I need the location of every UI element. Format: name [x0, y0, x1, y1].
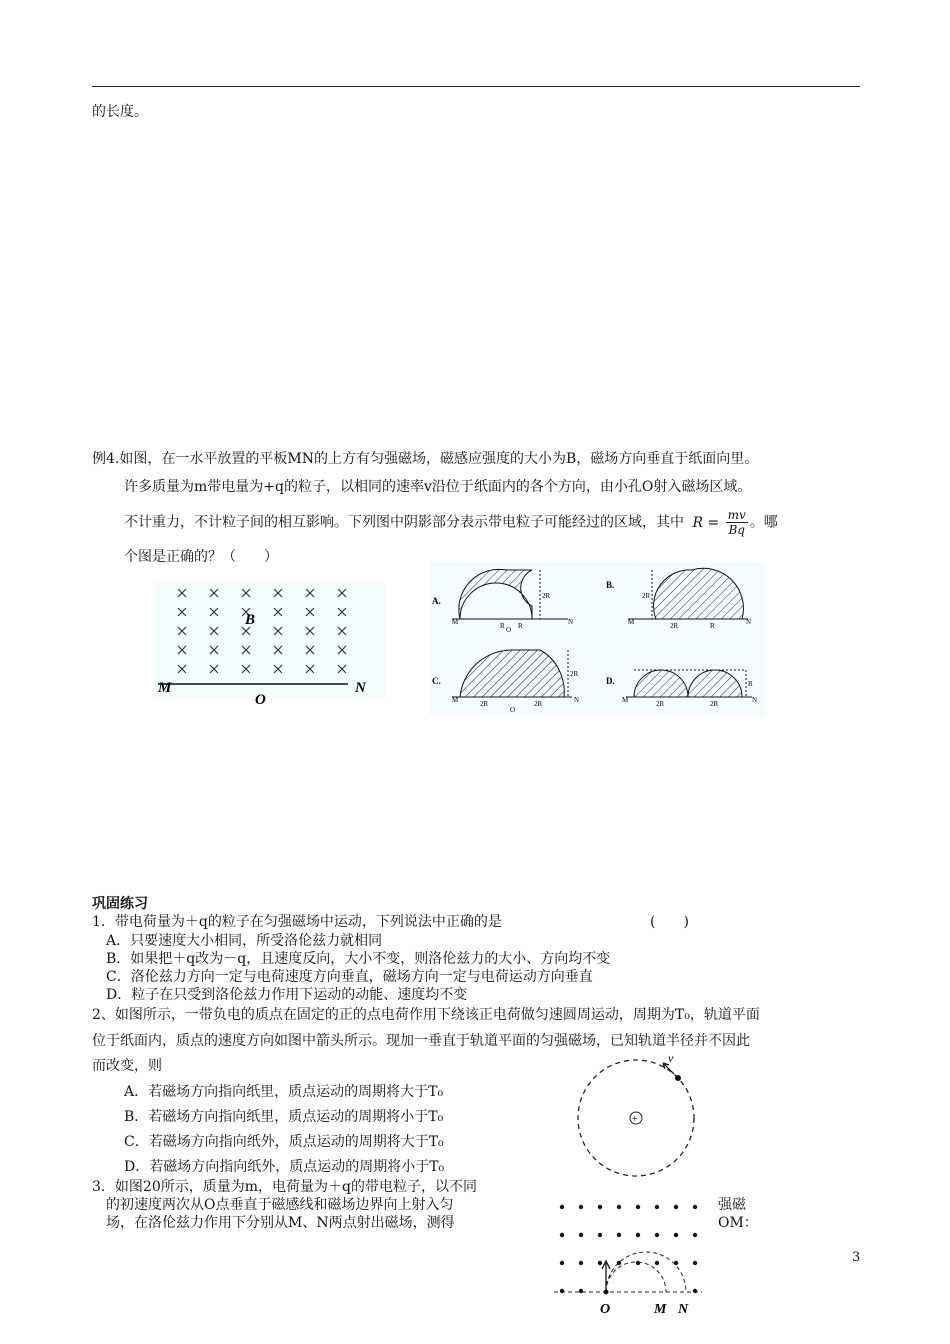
particle-dot	[675, 1075, 681, 1081]
q2-orbit-figure	[570, 1048, 700, 1183]
field-dot	[636, 1261, 640, 1265]
field-dot	[674, 1205, 678, 1209]
formula-numerator: mv	[727, 508, 746, 522]
field-dot	[693, 1289, 697, 1293]
field-dot	[655, 1261, 659, 1265]
watermark-shade	[155, 582, 385, 700]
q3-line2: 的初速度两次从O点垂直于磁感线和磁场边界向上射入匀	[106, 1197, 454, 1213]
label-b: B	[245, 612, 256, 628]
magnetic-field-figure	[150, 580, 395, 705]
option-a-width1: R	[500, 622, 505, 630]
option-c-width1: 2R	[480, 700, 489, 708]
q3-field-figure	[552, 1195, 712, 1343]
option-d-letter: D.	[606, 676, 615, 686]
field-dot	[579, 1261, 583, 1265]
q3-line1: 3．如图20所示，质量为m，电荷量为＋q的带电粒子，以不同	[92, 1179, 477, 1195]
entry-point-o	[604, 1290, 609, 1295]
field-dot	[598, 1233, 602, 1237]
q2-line3: 而改变，则	[92, 1058, 162, 1074]
field-dot	[560, 1289, 564, 1293]
field-dots	[560, 1205, 697, 1293]
q2-option-b: B．若磁场方向指向纸里，质点运动的周期将小于T₀	[124, 1109, 444, 1125]
q2-option-a: A．若磁场方向指向纸里，质点运动的周期将大于T₀	[124, 1084, 444, 1100]
page-number: 3	[852, 1250, 861, 1265]
q3-line3: 场，在洛伦兹力作用下分别从M、N两点射出磁场，测得	[106, 1215, 455, 1231]
option-a-n: N	[568, 618, 574, 626]
q2-line1: 2、如图所示，一带负电的质点在固定的正的点电荷作用下绕该正电荷做匀速圆周运动，周期为T₀，轨道平面	[92, 1007, 760, 1023]
option-a-letter: A.	[432, 596, 441, 606]
option-c-width2: 2R	[534, 700, 543, 708]
practice-heading: 巩固练习	[92, 896, 148, 912]
example4-line3-text: 不计重力，不计粒子间的相互影响。下列图中阴影部分表示带电粒子可能经过的区域，其中	[124, 514, 684, 531]
q1-option-b: B．如果把＋q改为－q，且速度反向，大小不变，则洛伦兹力的大小、方向均不变	[106, 951, 611, 967]
q2-option-c: C．若磁场方向指向纸外，质点运动的周期将大于T₀	[124, 1134, 444, 1150]
option-c-letter: C.	[432, 676, 441, 686]
example4-line1: 例4.如图，在一水平放置的平板MN的上方有匀强磁场，磁感应强度的大小为B，磁场方向垂直于纸面向里。	[92, 451, 759, 467]
field-dot	[636, 1233, 640, 1237]
q3-right-text1: 强磁	[718, 1197, 746, 1213]
trajectory-m	[606, 1262, 666, 1292]
example4-line2: 许多质量为m带电量为+q的粒子，以相同的速率v沿位于纸面内的各个方向，由小孔O射入磁场区域。	[124, 479, 752, 495]
answer-options-figure	[430, 562, 765, 717]
field-dot	[579, 1205, 583, 1209]
option-d-width1: 2R	[656, 700, 665, 708]
label-m: M	[158, 680, 172, 696]
v-label: v	[668, 1051, 674, 1065]
example4-line3-end: 。哪	[749, 514, 778, 531]
option-c-height-label: 2R	[570, 670, 579, 678]
q2-line2: 位于纸面内，质点的速度方向如图中箭头所示。现加一垂直于轨道平面的匀强磁场，已知轨道半径并不因此	[92, 1033, 750, 1049]
formula-denominator: Bq	[728, 523, 745, 537]
field-dot	[560, 1261, 564, 1265]
option-d-height-label: R	[748, 680, 753, 688]
option-a-m: M	[452, 618, 459, 626]
option-a-height-label: 2R	[542, 592, 551, 600]
option-b-letter: B.	[606, 580, 615, 590]
velocity-arrow	[664, 1064, 674, 1074]
field-dot	[598, 1205, 602, 1209]
q3-label-m: M	[654, 1302, 667, 1317]
field-dot	[636, 1205, 640, 1209]
field-dot	[579, 1233, 583, 1237]
label-n: N	[355, 680, 366, 696]
field-dot	[674, 1233, 678, 1237]
option-b-height-label: 2R	[642, 592, 651, 600]
field-dot	[598, 1261, 602, 1265]
plus-label: +	[632, 1114, 638, 1125]
q3-label-o: O	[600, 1302, 611, 1317]
q3-right-text2: OM：	[718, 1215, 758, 1231]
q2-option-d: D．若磁场方向指向纸外，质点运动的周期将小于T₀	[124, 1159, 445, 1175]
field-dot	[693, 1205, 697, 1209]
option-b-width2: R	[710, 622, 715, 630]
q1-option-c: C．洛伦兹力方向一定与电荷速度方向垂直，磁场方向一定与电荷运动方向垂直	[106, 969, 593, 985]
option-b-n: N	[746, 618, 752, 626]
option-b-width1: 2R	[670, 622, 679, 630]
option-d-n: N	[752, 696, 758, 704]
q1-stem: 1．带电荷量为＋q的粒子在匀强磁场中运动，下列说法中正确的是	[92, 914, 502, 930]
field-dot	[579, 1289, 583, 1293]
q1-option-a: A．只要速度大小相同，所受洛伦兹力就相同	[106, 933, 383, 949]
field-dot	[617, 1205, 621, 1209]
field-dot	[693, 1261, 697, 1265]
field-dot	[655, 1233, 659, 1237]
q3-label-n: N	[678, 1302, 689, 1317]
field-dot	[560, 1205, 564, 1209]
option-c-m: M	[452, 696, 459, 704]
field-dot	[560, 1233, 564, 1237]
option-a-width2: R	[518, 622, 523, 630]
option-c-n: N	[574, 696, 580, 704]
formula-fraction	[726, 508, 748, 537]
option-c-o: O	[510, 706, 516, 714]
field-dot	[693, 1233, 697, 1237]
q1-answer-paren: ( )	[650, 914, 689, 930]
example4-line4: 个图是正确的？（ ）	[124, 549, 278, 565]
formula-lhs: R =	[692, 514, 720, 531]
q1-option-d: D．粒子在只受到洛伦兹力作用下运动的动能、速度均不变	[106, 987, 468, 1003]
option-d-width2: 2R	[710, 700, 719, 708]
trajectory-n	[606, 1252, 686, 1292]
option-b-m: M	[628, 618, 635, 626]
field-dot	[617, 1233, 621, 1237]
field-dot	[655, 1205, 659, 1209]
continued-text: 的长度。	[92, 104, 148, 120]
option-d-m: M	[622, 696, 629, 704]
example4-line3	[124, 508, 778, 537]
label-o: O	[255, 692, 266, 705]
header-rule	[92, 86, 860, 87]
option-a-o: O	[506, 626, 512, 634]
